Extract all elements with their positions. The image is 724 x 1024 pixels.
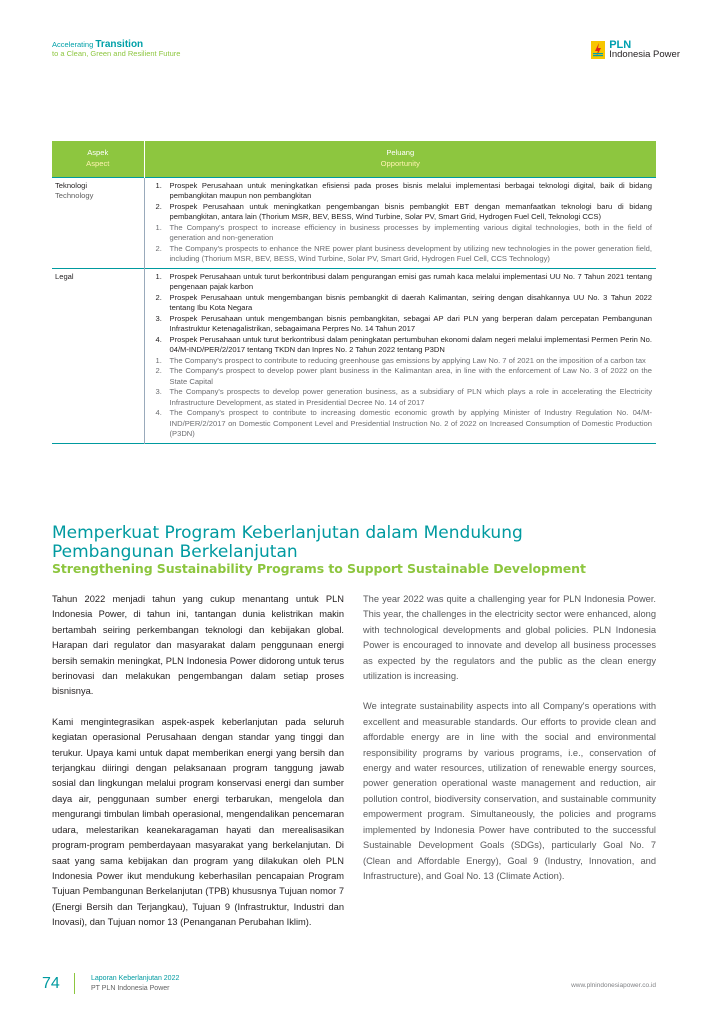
page-number: 74 <box>42 975 60 992</box>
pln-logo <box>591 39 680 61</box>
list-item: 3. Prospek Perusahaan untuk mengembangan bisnis pembangkitan, sebagai AP dari PLN yang berperan dalam percepatan Pembangunan Infrastruktur Ketenagalistrikan, sebagaimana Perpres No. 14 Tahun 2017 <box>155 313 652 333</box>
paragraph-en-1: The year 2022 was quite a challenging year for PLN Indonesia Power. This year, the challenges in the electricity sector were enhanced, along with technological developments and global policies. PLN Indonesia Power is encouraged to innovate and develop all business processes as expected by the regulators and the public as the clean energy utilization is increasing. <box>363 594 656 682</box>
list-item: 4. The Company's prospect to contribute to increasing domestic economic growth by applying Minister of Industry Regulation No. 04/M-IND/PER/2/2017 on Domestic Component Level and Presidential Instruction No. 2 of 2022 on Increased Consumption of Domestic Production (P3DN) <box>155 408 652 438</box>
list-item: 1. The Company's prospect to increase efficiency in business processes by implementing various digital technologies, both in the field of generation and non-generation <box>155 222 652 242</box>
aspect-id: Teknologi <box>55 180 88 190</box>
tagline-line2: to a Clean, Green and Resilient Future <box>52 49 181 58</box>
list-item: 2. The Company's prospects to enhance the NRE power plant business development by utilizing new technologies in the power generation field, including (Thorium MSR, BEV, BESS, Wind Turbine, Solar PV, Smart Grid, Hydrogen Fuel Cell, CCS Technology) <box>155 243 652 263</box>
opportunity-cell <box>144 177 656 268</box>
aspect-en: Technology <box>55 191 94 200</box>
list-item: 2. The Company's prospect to develop power plant business in the Kalimantan area, in line with the enforcement of Law No. 3 of 2022 on the State Capital <box>155 366 652 386</box>
list-item: 1. The Company's prospect to contribute to reducing greenhouse gas emissions by applying Law No. 7 of 2021 on the imposition of a carbon tax <box>155 355 646 365</box>
logo-pln: PLN <box>609 39 632 51</box>
opportunity-table <box>52 141 656 444</box>
table-row <box>52 177 656 268</box>
footer-divider <box>74 973 75 994</box>
paragraph-en-2: We integrate sustainability aspects into all Company's operations with excellent and measurable standards. Our efforts to provide clean and affordable energy are in line with the social and environmental responsibility programs by various programs, i.e., conservation of energy and water resources, utilization of renewable energy sources, power generation operational waste management and reduction, air pollution control, biodiversity conservation, and sustainable community empowerment program. Simultaneously, the policies and programs implemented by Indonesia Power have contributed to the successful Sustainable Development Goals (SDGs), particularly Goal No. 7 (Clean and Affordable Energy), Goal 9 (Industry, Innovation, and Infrastructure), and Goal No. 13 (Climate Action). <box>363 701 656 881</box>
section-title-id: Memperkuat Program Keberlanjutan dalam Mendukung Pembangunan Berkelanjutan <box>52 523 523 562</box>
header-aspect-en: Aspect <box>86 158 110 168</box>
header-opportunity-en: Opportunity <box>380 158 420 168</box>
section-title-en: Strengthening Sustainability Programs to Support Sustainable Development <box>52 561 586 576</box>
header-opportunity <box>144 141 656 177</box>
header-opportunity-id: Peluang <box>386 148 415 158</box>
logo-subtitle: Indonesia Power <box>609 49 680 60</box>
header-tagline <box>52 40 180 58</box>
body-column-en <box>363 592 656 899</box>
header-aspect-id: Aspek <box>87 148 109 158</box>
tagline-prefix: Accelerating <box>52 40 94 49</box>
paragraph-id-1: Tahun 2022 menjadi tahun yang cukup menantang untuk PLN Indonesia Power, di tahun ini, tantangan dunia kelistrikan makin bertambah seiring perkembangan teknologi dan kebijakan global. Harapan dari regulator dan masyarakat dalam penggunaan energi bersih semakin meningkat, PLN Indonesia Power didorong untuk terus berinovasi dan melakukan pengembangan dalam setiap proses bisnisnya. <box>52 594 344 697</box>
list-item: 4. Prospek Perusahaan untuk turut berkontribusi dalam peningkatan pertumbuhan ekonomi dalam negeri melalui implementasi Permen Perin No. 04/M-IND/PER/2/2017 tentang TKDN dan Inpres No. 2 Tahun 2022 tentang P3DN <box>155 334 652 354</box>
list-item: 2. Prospek Perusahaan untuk mengembangan bisnis pembangkit di daerah Kalimantan, seiring dengan disahkannya UU No. 3 Tahun 2022 tentang Ibu Kota Negara <box>155 292 652 312</box>
tagline-bold: Transition <box>95 39 144 50</box>
table-header-row <box>52 141 656 177</box>
opportunity-cell <box>144 268 656 443</box>
list-item: 1. Prospek Perusahaan untuk turut berkontribusi dalam pengurangan emisi gas rumah kaca melalui implementasi UU No. 7 Tahun 2021 tentang pengenaan pajak karbon <box>155 271 652 291</box>
paragraph-id-2: Kami mengintegrasikan aspek-aspek keberlanjutan pada seluruh kegiatan operasional Perusahaan dengan standar yang tinggi dan terukur. Upaya kami untuk dapat memberikan energi yang bersih dan terjangkau diiringi dengan pelaksanaan program tanggung jawab sosial dan lingkungan melalui program konservasi energi dan sumber daya air, penggunaan sumber energi terbarukan, mengelola dan mengurangi timbulan limbah operasional, mengendalikan pencemaran udara, melestarikan keanekaragaman hayati dan merealisasikan program-program pemberdayaan masyarakat yang berkelanjutan. Di saat yang sama kebijakan dan program yang dilakukan oleh PLN Indonesia Power ikut mendukung keberhasilan pencapaian Program Tujuan Pembangunan Berkelanjutan (TPB) khususnya Tujuan nomor 7 (Energi Bersih dan Terjangkau), Tujuan 9 (Infrastruktur, Industri dan Inovasi), dan Tujuan nomor 13 (Penanganan Perubahan Iklim). <box>52 716 344 928</box>
aspect-cell <box>52 268 144 443</box>
list-item: 2. Prospek Perusahaan untuk meningkatkan pengembangan bisnis pembangkit EBT dengan memanfaatkan teknologi baru di bidang pembangkitan, antara lain (Thorium MSR, BEV, BESS, Wind Turbine, Solar PV, Smart Grid, Hydrogen Fuel Cell, Teknologi CCS) <box>155 201 652 221</box>
footer-text <box>91 974 179 994</box>
aspect-cell <box>52 177 144 268</box>
footer-company: PT PLN Indonesia Power <box>91 985 170 992</box>
aspect-id: Legal <box>55 271 74 281</box>
list-item: 1. Prospek Perusahaan untuk meningkatkan efisiensi pada proses bisnis melalui implementasi berbagai teknologi digital, baik di bidang pembangkitan maupun non pembangkitan <box>155 180 652 200</box>
footer-url[interactable]: www.plnindonesiapower.co.id <box>571 982 656 989</box>
table-row <box>52 268 656 443</box>
lightning-icon <box>591 41 605 59</box>
body-column-id <box>52 592 344 946</box>
list-item: 3. The Company's prospects to develop power generation business, as a subsidiary of PLN which plays a role in accelerating the Electricity Infrastructure Development, as stated in Presidential Decree No. 14 of 2017 <box>155 387 652 407</box>
footer-report-title: Laporan Keberlanjutan 2022 <box>91 975 180 982</box>
header-aspect <box>52 141 144 177</box>
